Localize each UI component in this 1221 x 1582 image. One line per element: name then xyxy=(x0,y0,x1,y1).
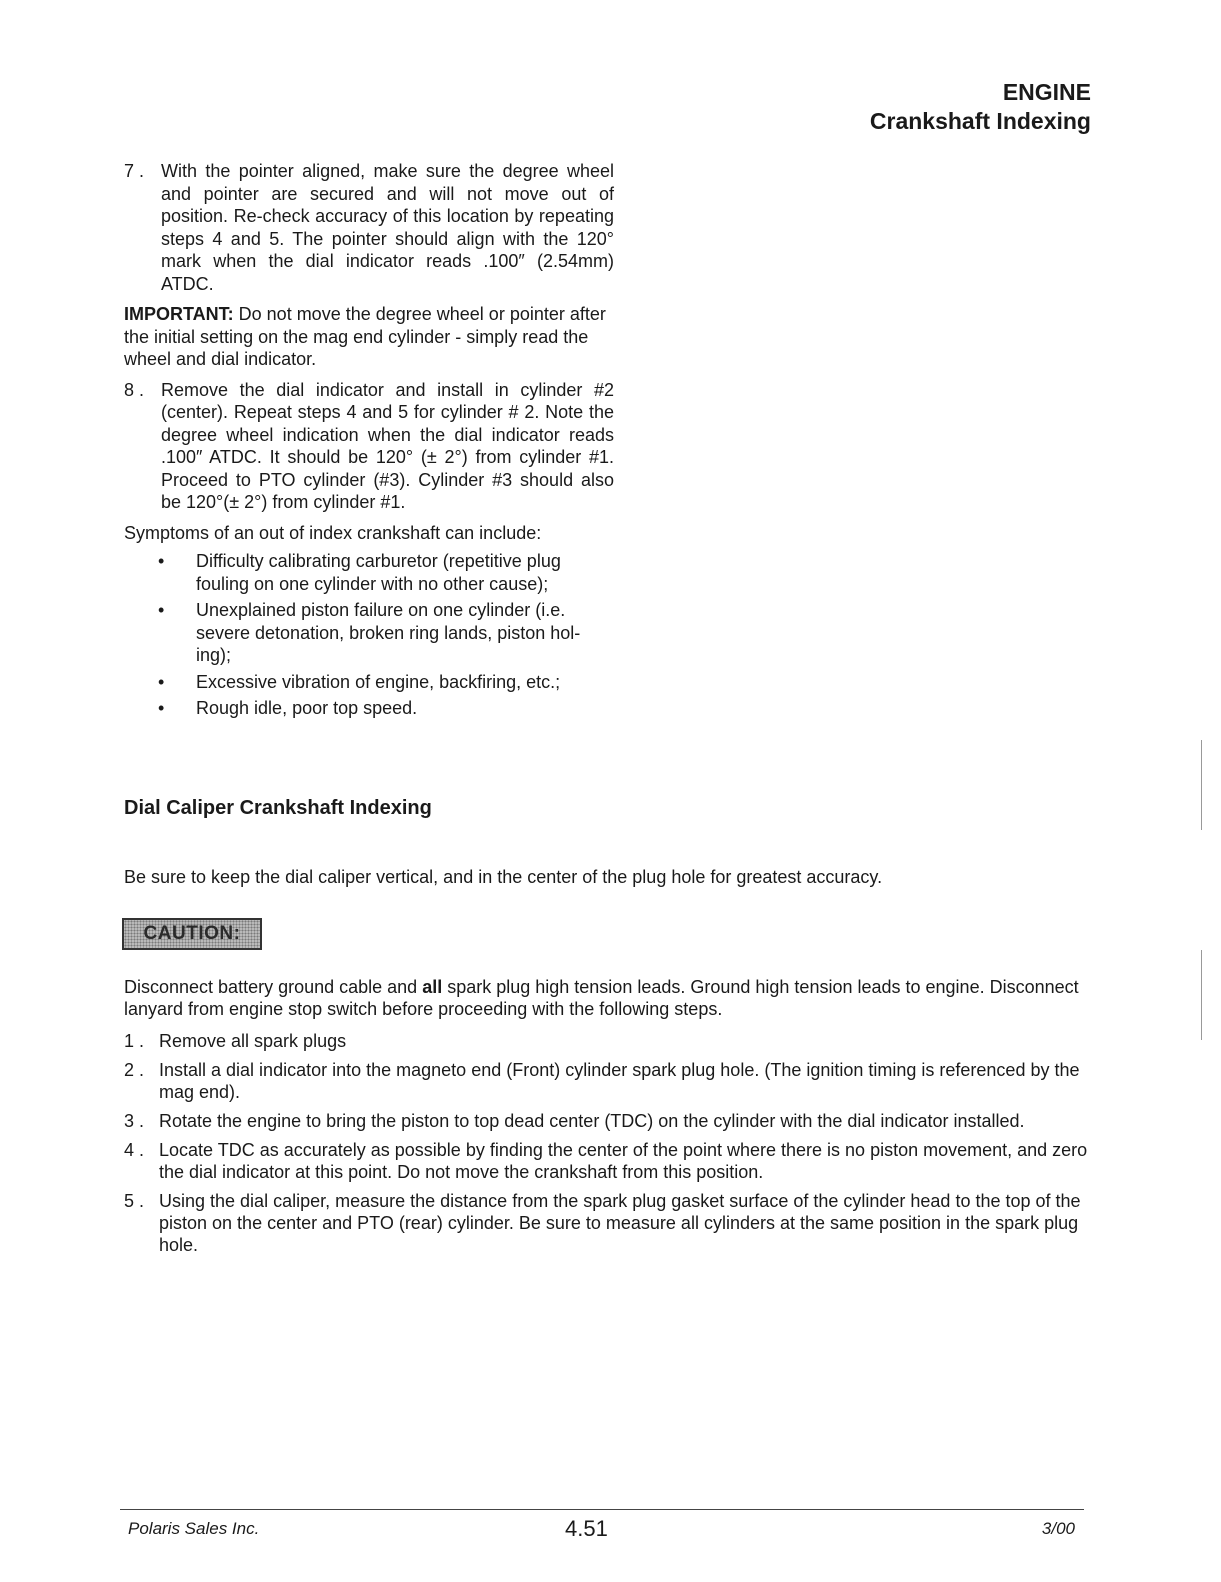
step-1 xyxy=(124,1030,1088,1052)
scan-edge-mark xyxy=(1201,950,1202,1040)
step-number: 2 . xyxy=(124,1060,145,1080)
step-3 xyxy=(124,1110,1088,1132)
left-column xyxy=(124,160,614,724)
footer-company: Polaris Sales Inc. xyxy=(128,1519,260,1538)
symptoms-intro: Symptoms of an out of index crankshaft can include: xyxy=(124,522,542,543)
bullet-icon: • xyxy=(158,671,165,692)
step-text: Locate TDC as accurately as possible by finding the center of the point where there is no piston movement, and zero the dial indicator at this point. Do not move the crankshaft from this position. xyxy=(159,1140,1088,1182)
step-text: With the pointer aligned, make sure the degree wheel and pointer are secured and will not move out of position. Re-check accuracy of this location by repeating steps 4 and 5. The pointer should align with the 120° mark when the dial indicator reads .100″ (2.54mm) ATDC. xyxy=(161,161,614,294)
list-item: • Rough idle, poor top speed. xyxy=(158,698,418,718)
step-text: Install a dial indicator into the magneto end (Front) cylinder spark plug hole. (The ignition timing is referenced by the mag end). xyxy=(159,1060,1080,1102)
section-name: ENGINE xyxy=(1002,79,1091,105)
page-header xyxy=(870,78,1091,136)
step-text: Remove the dial indicator and install in cylinder #2 (center). Repeat steps 4 and 5 for cylinder # 2. Note the degree wheel indication when the dial indicator reads .100″ ATDC. It should be 120° (± 2°) from cylinder #1. Proceed to PTO cylinder (#3). Cylinder #3 should also be 120°(± 2°) from cylinder #1. xyxy=(161,379,614,512)
footer-divider xyxy=(120,1509,1084,1510)
intro-text: Be sure to keep the dial caliper vertical, and in the center of the plug hole for greatest accuracy. xyxy=(124,867,883,887)
list-item: • Excessive vibration of engine, backfiring, etc.; xyxy=(158,671,561,692)
warning-text: Disconnect battery ground cable and all spark plug high tension leads. Ground high tension leads to engine. Disconnect lanyard from engine stop switch before proceeding with the following steps. xyxy=(124,977,1079,1019)
caution-label: CAUTION: xyxy=(143,923,241,944)
important-text: Do not move the degree wheel or pointer after the initial setting on the mag end cylinder - simply read the wheel and dial indicator. xyxy=(124,304,606,369)
step-number: 3 . xyxy=(124,1111,145,1131)
step-5 xyxy=(124,1190,1088,1256)
step-7 xyxy=(124,160,614,295)
step-number: 7 . xyxy=(124,161,145,181)
scan-edge-mark xyxy=(1201,740,1202,830)
bullet-icon: • xyxy=(158,698,165,718)
step-text: Rotate the engine to bring the piston to top dead center (TDC) on the cylinder with the dial indicator installed. xyxy=(159,1111,1025,1131)
bullet-icon: • xyxy=(158,551,165,571)
step-number: 1 . xyxy=(124,1031,145,1051)
important-label: IMPORTANT: xyxy=(124,304,234,324)
step-4 xyxy=(124,1139,1088,1183)
bullet-icon: • xyxy=(158,600,165,620)
section-heading: Dial Caliper Crankshaft Indexing xyxy=(124,797,432,819)
step-number: 8 . xyxy=(124,379,145,400)
step-text: Remove all spark plugs xyxy=(159,1031,347,1051)
step-2 xyxy=(124,1059,1088,1103)
footer-date: 3/00 xyxy=(1041,1519,1075,1538)
step-text: Using the dial caliper, measure the distance from the spark plug gasket surface of the cylinder head to the top of the piston on the center and PTO (rear) cylinder. Be sure to measure all cylinders at the same position in the spark plug hole. xyxy=(159,1191,1081,1255)
list-item: • Difficulty calibrating carburetor (repetitive plug fouling on one cylinder with no other cause); xyxy=(158,551,561,594)
step-number: 4 . xyxy=(124,1140,145,1160)
important-note xyxy=(124,303,614,371)
symptoms-list xyxy=(124,550,614,720)
page-title: Crankshaft Indexing xyxy=(869,108,1091,134)
procedure xyxy=(124,976,1088,1263)
step-number: 5 . xyxy=(124,1191,145,1211)
list-item: • Unexplained piston failure on one cylinder (i.e. severe detonation, broken ring lands, piston hol-ing); xyxy=(158,600,581,665)
caution-badge xyxy=(122,918,262,950)
page-number: 4.51 xyxy=(565,1516,608,1541)
step-8 xyxy=(124,379,614,514)
